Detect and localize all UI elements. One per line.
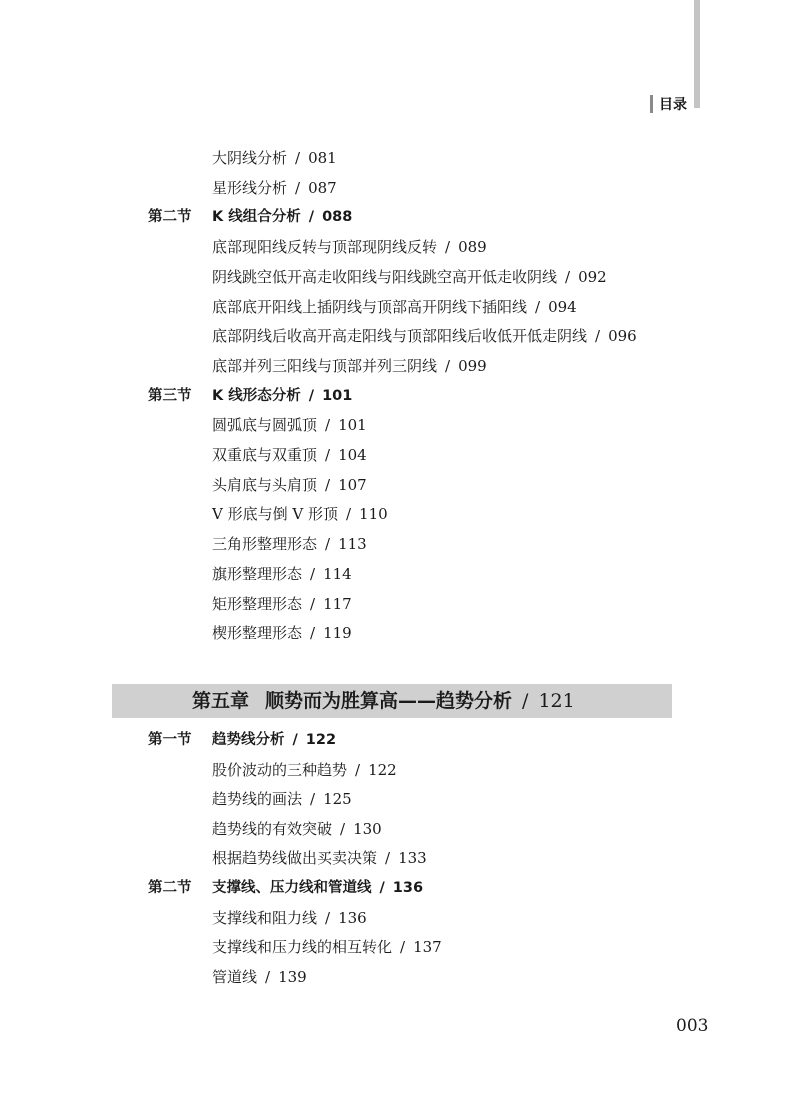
section-number: 第三节	[148, 387, 192, 404]
entry-title: 底部现阳线反转与顶部现阴线反转	[212, 238, 438, 257]
entry-separator: /	[385, 849, 391, 868]
chapter-page: 121	[538, 690, 575, 712]
entry-separator: /	[308, 209, 315, 226]
entry-text	[212, 443, 367, 467]
entry-page: 110	[359, 505, 388, 524]
entry-page: 114	[323, 564, 352, 583]
entry-title: 根据趋势线做出买卖决策	[212, 849, 378, 868]
entry-separator: /	[445, 356, 451, 375]
chapter-title: 顺势而为胜算高——趋势分析	[265, 690, 513, 712]
entry-text	[212, 592, 352, 616]
entry-separator: /	[345, 505, 352, 524]
entry-separator: /	[295, 178, 301, 197]
entry-text	[212, 384, 352, 408]
entry-title: 底部阴线后收高开高走阳线与顶部阳线后收低开低走阴线	[212, 327, 588, 346]
section-number: 第二节	[148, 209, 192, 226]
entry-page: 087	[308, 178, 337, 197]
entry-page: 130	[353, 819, 382, 838]
entry-title: 楔形整理形态	[212, 624, 303, 643]
entry-separator: /	[325, 475, 331, 494]
entry-title: 大阴线分析	[212, 149, 288, 167]
entry-page: 133	[398, 849, 427, 868]
entry-page: 119	[323, 624, 352, 643]
entry-page: 088	[322, 209, 353, 226]
entry-separator: /	[355, 760, 361, 779]
entry-title: 三角形整理形态	[212, 535, 318, 554]
entry-text	[212, 176, 337, 200]
entry-title: 矩形整理形态	[212, 594, 303, 613]
entry-page: 104	[338, 446, 367, 464]
entry-title: 支撑线和压力线的相互转化	[212, 938, 393, 957]
entry-separator: /	[310, 790, 316, 809]
entry-text	[212, 235, 487, 259]
chapter-number: 第五章	[192, 690, 250, 712]
entry-page: 094	[548, 297, 577, 316]
entry-title: 圆弧底与圆弧顶	[212, 416, 318, 435]
entry-text	[212, 906, 367, 930]
entry-text	[212, 354, 487, 378]
entry-separator: /	[445, 238, 451, 257]
entry-separator: /	[400, 938, 406, 957]
entry-separator: /	[310, 624, 316, 643]
entry-text	[212, 146, 337, 170]
entry-text	[212, 205, 352, 229]
entry-separator: /	[310, 564, 316, 583]
entry-page: 139	[278, 967, 307, 986]
entry-text	[212, 846, 427, 870]
entry-title: 头肩底与头肩顶	[212, 475, 318, 494]
entry-page: 096	[608, 327, 637, 346]
entry-text	[212, 787, 352, 811]
entry-page: 099	[458, 356, 487, 375]
entry-page: 117	[323, 594, 352, 613]
page-edge-tab	[694, 0, 700, 108]
page-number: 003	[676, 1016, 709, 1036]
entry-page: 122	[368, 760, 397, 779]
entry-separator: /	[325, 416, 331, 435]
entry-title: 阴线跳空低开高走收阳线与阳线跳空高开低走收阴线	[212, 267, 558, 286]
entry-separator: /	[325, 908, 331, 927]
entry-page: 092	[578, 267, 607, 286]
entry-title: 趋势线分析	[212, 732, 285, 748]
entry-page: 107	[338, 475, 367, 494]
entry-separator: /	[340, 819, 346, 838]
entry-page: 122	[305, 732, 337, 748]
entry-title: 趋势线的画法	[212, 790, 303, 809]
entry-title: 星形线分析	[212, 178, 288, 197]
entry-separator: /	[265, 967, 271, 986]
entry-title: V 形底与倒 V 形顶	[212, 505, 338, 524]
chapter-heading[interactable]	[192, 684, 575, 718]
entry-text	[212, 935, 442, 959]
entry-page: 136	[338, 908, 367, 927]
section-number: 第二节	[148, 880, 192, 896]
entry-separator: /	[308, 387, 315, 404]
entry-page: 101	[322, 387, 353, 404]
entry-text	[212, 817, 382, 841]
section-number: 第一节	[148, 732, 192, 748]
entry-text	[212, 728, 336, 752]
entry-title: 底部底开阳线上插阴线与顶部高开阴线下插阳线	[212, 297, 528, 316]
entry-text	[212, 473, 367, 497]
entry-text	[212, 502, 388, 526]
entry-separator: /	[292, 732, 298, 748]
entry-separator: /	[295, 149, 301, 167]
entry-page: 136	[392, 880, 424, 896]
entry-page: 101	[338, 416, 367, 435]
entry-page: 137	[413, 938, 442, 957]
entry-text	[212, 532, 367, 556]
entry-title: 支撑线和阻力线	[212, 908, 318, 927]
entry-title: K 线组合分析	[212, 209, 301, 226]
entry-text	[212, 324, 637, 348]
entry-separator: /	[325, 535, 331, 554]
entry-text	[212, 413, 367, 437]
entry-separator: /	[595, 327, 601, 346]
entry-text	[212, 876, 423, 900]
chapter-separator: /	[522, 690, 529, 712]
running-header	[650, 94, 687, 114]
entry-title: 底部并列三阳线与顶部并列三阴线	[212, 356, 438, 375]
entry-page: 125	[323, 790, 352, 809]
entry-title: 旗形整理形态	[212, 564, 303, 583]
entry-separator: /	[379, 880, 385, 896]
entry-separator: /	[565, 267, 571, 286]
entry-text	[212, 965, 307, 989]
entry-page: 081	[308, 149, 337, 167]
entry-separator: /	[325, 446, 331, 464]
entry-title: K 线形态分析	[212, 387, 301, 404]
entry-text	[212, 758, 397, 782]
header-marker	[650, 95, 653, 113]
entry-text	[212, 562, 352, 586]
entry-separator: /	[535, 297, 541, 316]
entry-page: 113	[338, 535, 367, 554]
entry-page: 089	[458, 238, 487, 257]
entry-title: 双重底与双重顶	[212, 446, 318, 464]
entry-text	[212, 621, 352, 645]
entry-text	[212, 295, 577, 319]
entry-separator: /	[310, 594, 316, 613]
entry-title: 趋势线的有效突破	[212, 819, 333, 838]
entry-title: 股价波动的三种趋势	[212, 760, 348, 779]
entry-text	[212, 265, 607, 289]
entry-title: 管道线	[212, 967, 258, 986]
entry-title: 支撑线、压力线和管道线	[212, 880, 372, 896]
running-header-label: 目录	[659, 97, 687, 113]
